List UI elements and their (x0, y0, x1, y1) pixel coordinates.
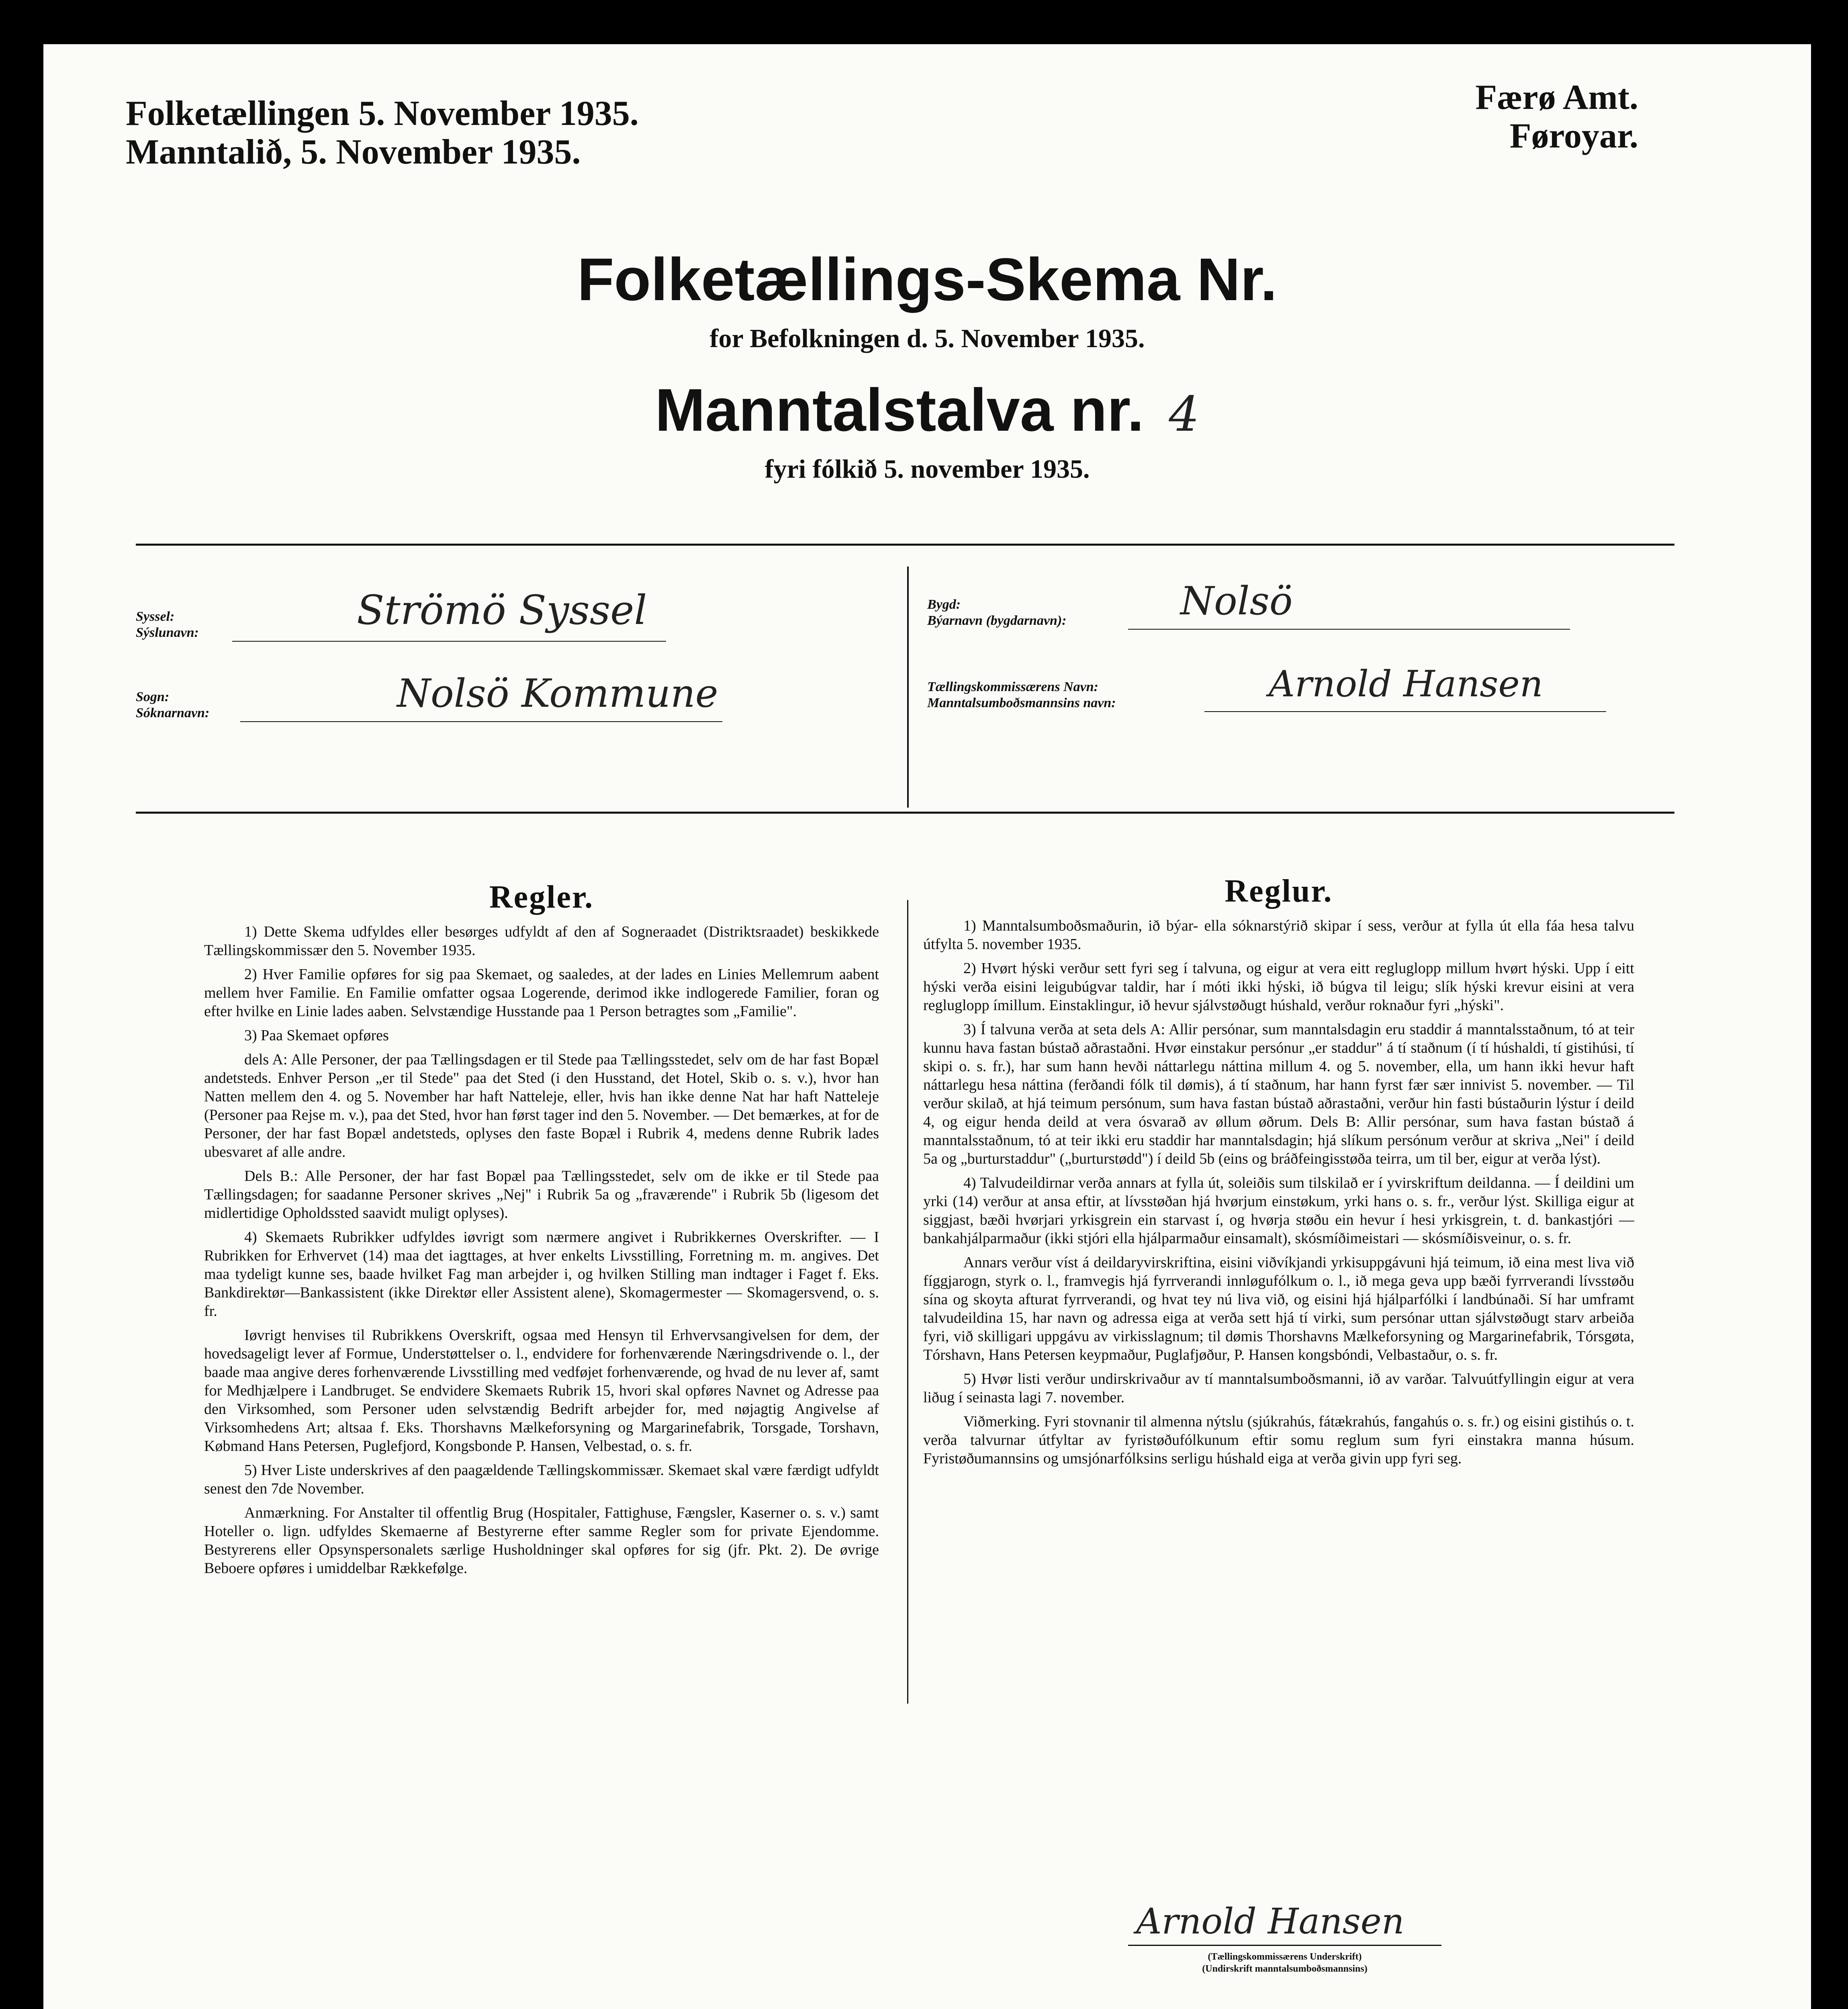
header-right-line2: Føroyar. (1509, 117, 1638, 155)
bygd-label-fo: Býarnavn (bygdarnavn): (927, 613, 1067, 628)
rules-danish (204, 880, 879, 1583)
kommissaer-label-fo: Manntalsumboðsmannsins navn: (927, 696, 1116, 710)
kommissaer-label-da: Tællingskommissærens Navn: (927, 679, 1098, 694)
rules-faroese-p3: 3) Í talvuna verða at seta dels A: Allir persónar, sum manntalsdagin eru staddir á manntalsstaðnum, tó at teir kunnu hava fastan bústað aðrastaðni. Hvør einstakur persónur „er staddur" á tí staðnum (í tí húshaldi, tí gistihúsi, tí skipi o. s. fr.), har sum hann hevði náttarlegu náttina millum 4. og 5. november, ella, um hann ikki hevur haft náttarlegu hesa náttina (ferðandi fólk til dømis), á tí staðnum, har hann fyrst fær sær innivist 5. november. — Til verður skilað, at hjá teimum persónum, sum hava fastan bústað aðrastaðni, verður hin fasti bústaðurin lýstur í deild 4, og eigur henda deild at vera ósvarað av øllum øðrum. Dels B: Allir persónar, sum hava fastan bústað á manntalsstaðnum, tó at teir ikki eru staddir har manntalsdagin; hjá slíkum persónum verður at skriva „Nei" í deild 5a og „burturstaddur" („burturstødd") í deild 5b (eins og bráðfeingisstøða teirra, um til ber, eigur at verða lýst). (923, 1021, 1634, 1167)
rules-danish-p4b: Iøvrigt henvises til Rubrikkens Overskrift, ogsaa med Hensyn til Erhvervsangivelsen for dem, der hovedsageligt lever af Formue, Understøttelser o. l., endvidere for forhenværende Næringsdrivende o. l., der baade maa angive deres forhenværende Livsstilling med vedføjet forhenværende, og hvad de nu lever af, samt for Medhjælpere i Landbruget. Se endvidere Skemaets Rubrik 15, hvori skal opføres Navnet og Adresse paa den Virksomhed, som Personer uden selvstændig Bedrift arbejder for, med nøjagtig Angivelse af Virksomhedens Art; altsaa f. Eks. Thorshavns Mælkeforsyning og Margarinefabrik, Torsgade, Torshavn, Købmand Hans Petersen, Puglefjord, Kongsbonde P. Hansen, Velbestad, o. s. fr. (204, 1327, 879, 1455)
bygd-line (1128, 629, 1570, 630)
rules-danish-p4: 4) Skemaets Rubrikker udfyldes iøvrigt som nærmere angivet i Rubrikkernes Overskrifter. — I Rubrikken for Erhvervet (14) maa det iagttages, at hver enkelts Livsstilling, Forretning m. m. angives. Det maa tydeligt kunne ses, baade hvilket Fag man arbejder i, og hvilken Stilling man indtager i Faget f. Eks. Bankdirektør—Bankassistent (ikke Direktør eller Assistent alene), Skomagermester — Skomagersvend, o. s. fr. (204, 1229, 879, 1320)
kommissaer-label (927, 679, 1116, 711)
rules-faroese-heading: Reglur. (1225, 874, 1333, 909)
rules-danish-p3b: Dels B.: Alle Personer, der har fast Bopæl paa Tællingsstedet, selv om de ikke er til Stede paa Tællingsdagen; for saadanne Personer skrives „Nej" i Rubrik 5a og „fraværende" i Rubrik 5b (ligesom det midlertidige Opholdssted saavidt muligt oplyses). (204, 1168, 879, 1221)
rule-top (136, 544, 1674, 546)
signature: Arnold Hansen (1136, 1901, 1404, 1942)
header-left (126, 94, 639, 172)
bygd-label (927, 597, 1067, 629)
syssel-value: Strömö Syssel (357, 587, 647, 634)
rules-danish-p1: 1) Dette Skema udfyldes eller besørges udfyldt af den af Sogneraadet (Distriktsraadet) beskikkede Tællingskommissær den 5. November 1935. (204, 923, 879, 959)
rules-faroese-note: Viðmerking. Fyri stovnanir til almenna nýtslu (sjúkrahús, fátækrahús, fangahús o. s. fr.) og eisini gistihús o. t. verða talvurnar útfyltar av fyristøðufólkunum eftir somu reglum sum fyri einstakra manna húsum. Fyristøðumannsins og umsjónarfólksins serligu húshald eiga at verða givin upp fyri seg. (923, 1413, 1634, 1467)
rules-danish-heading: Regler. (489, 880, 594, 915)
form-subtitle: for Befolkningen d. 5. November 1935. (709, 324, 1145, 353)
rules-faroese (923, 874, 1634, 1473)
bygd-value: Nolsö (1180, 579, 1293, 624)
signature-line (1128, 1945, 1441, 1946)
bygd-label-da: Bygd: (927, 597, 961, 612)
sogn-label-da: Sogn: (136, 689, 170, 704)
census-form-page (43, 44, 1811, 2009)
rules-danish-p5: 5) Hver Liste underskrives af den paagældende Tællingskommissær. Skemaet skal være færdigt udfyldt senest den 7de November. (204, 1462, 879, 1497)
rules-danish-p3a: dels A: Alle Personer, der paa Tællingsdagen er til Stede paa Tællingsstedet, selv om de har fast Bopæl andetsteds. Enhver Person „er til Stede" paa det Sted (i den Husstand, det Hotel, Skib o. s. v.), hvor han Natten mellem den 4. og 5. November har haft Natteleje, eller, hvis han ikke denne Nat har haft Natteleje (Personer paa Rejse m. v.), paa det Sted, hvor han først tager ind den 5. November. — Det bemærkes, at for de Personer, der har fast Bopæl andetsteds, oplyses den faste Bopæl i Rubrik 4, medens denne Rubrik lades ubesvaret af alle andre. (204, 1051, 879, 1160)
rule-divider (907, 567, 909, 808)
form-title-faroese-text: Manntalstalva nr. (655, 376, 1144, 444)
header-right-line1: Færø Amt. (1475, 78, 1638, 117)
header-left-line2: Manntalið, 5. November 1935. (126, 133, 581, 172)
kommissaer-value: Arnold Hansen (1269, 663, 1543, 705)
kommissaer-line (1204, 711, 1606, 712)
rules-danish-p3: 3) Paa Skemaet opføres (244, 1027, 389, 1044)
form-title-faroese (43, 378, 1811, 447)
signature-caption-fo: (Undirskrift manntalsumboðsmannsins) (1202, 1964, 1368, 1974)
rules-faroese-p1: 1) Manntalsumboðsmaðurin, ið býar- ella sóknarstýrið skipar í sess, verður at fylla út ella fáa hesa talvu útfylta 5. november 1935. (923, 917, 1634, 953)
rules-faroese-p2: 2) Hvørt hýski verður sett fyri seg í talvuna, og eigur at vera eitt regluglopp millum hvørt hýski. Upp í eitt hýski verða eisini leigubúgvar taldir, har í móti ikki hýski, ið búgva til leigu; slík hýski krevur eisini at vera regluglopp ímillum. Einstaklingur, ið hevur sjálvstøðugt húshald, verður roknaður fyri „hýski". (923, 960, 1634, 1014)
form-title: Folketællings-Skema Nr. (577, 245, 1278, 313)
rules-column-divider (907, 900, 908, 1704)
syssel-line (232, 641, 666, 642)
rules-faroese-p4b: Annars verður víst á deildaryvirskriftina, eisini viðvíkjandi yrkisuppgávuni hjá teimum, ið eina mest liva við fíggjarogn, styrk o. l., framvegis hjá fyrrverandi innløgufólkum o. l., ið mega geva upp bæði fyrrverandi lívsstøðu sína og skoyta afturat fyrrverandi, og hvat tey nú liva við, og eisini hjá hjálparfólki í landbúnaði. Sí har umframt talvudeildina 15, har navn og adressa eiga at verða sett hjá tí virki, sum persónar uttan sjálvstøðugt starv arbeiða fyri, við skilligari uppgávu av virkisslagnum; til dømis Thorshavns Mælkeforsyning og Margarinefabrik, Tórsgøta, Tórshavn, Hans Petersen keypmaður, Puglafjøður, P. Hansen kongsbóndi, Velbastaður, o. s. fr. (923, 1254, 1634, 1363)
rule-bottom (136, 812, 1674, 814)
form-subtitle-faroese: fyri fólkið 5. november 1935. (765, 454, 1090, 484)
form-number: 4 (1169, 387, 1200, 442)
sogn-line (240, 721, 722, 722)
signature-caption (1128, 1951, 1441, 1975)
sogn-label-fo: Sóknarnavn: (136, 706, 210, 720)
sogn-value: Nolsö Kommune (397, 671, 718, 716)
syssel-label-da: Syssel: (136, 609, 175, 624)
rules-faroese-p5: 5) Hvør listi verður undirskrivaður av tí manntalsumboðsmanni, ið av varðar. Talvuútfyllingin eigur at vera liðug í seinasta lagi 7. november. (923, 1371, 1634, 1406)
rules-faroese-p4: 4) Talvudeildirnar verða annars at fylla út, soleiðis sum tilskilað er í yvirskriftum deildanna. — Í deildini um yrki (14) verður at ansa eftir, at lívsstøðan hjá hvørjum einstøkum, yrki hans o. s. fr., verður lýst. Skilliga eigur at siggjast, bæði hvørjari yrkisgrein ein starvast í, og hvørja støðu ein hevur í hesi yrkisgrein, t. d. bankastjóri — bankahjálparmaður (ikki stjóri ella hjálparmaður einsamalt), skósmíðimeistari — skósmíðisveinur, o. s. fr. (923, 1174, 1634, 1247)
rules-danish-p2: 2) Hver Familie opføres for sig paa Skemaet, og saaledes, at der lades en Linies Mellemrum aabent mellem hver Familie. En Familie omfatter ogsaa Logerende, derimod ikke indlogerede Familier, foran og efter hvilke en Linie lades aaben. Selvstændige Husstande paa 1 Person betragtes som „Familie". (204, 966, 879, 1020)
sogn-label (136, 689, 209, 721)
header-right (1475, 78, 1638, 155)
signature-caption-da: (Tællingskommissærens Underskrift) (1208, 1952, 1362, 1962)
rules-danish-note: Anmærkning. For Anstalter til offentlig Brug (Hospitaler, Fattighuse, Fængsler, Kaserner o. s. v.) samt Hoteller o. lign. udfyldes Skemaerne af Bestyrerne efter samme Regler som for private Ejendomme. Bestyrerens eller Opsynspersonalets særlige Husholdninger skal opføres for sig (jfr. Pkt. 2). De øvrige Beboere opføres i umiddelbar Rækkefølge. (204, 1504, 879, 1577)
header-left-line1: Folketællingen 5. November 1935. (126, 94, 639, 133)
syssel-label-fo: Sýslunavn: (136, 625, 199, 640)
syssel-label (136, 609, 199, 641)
